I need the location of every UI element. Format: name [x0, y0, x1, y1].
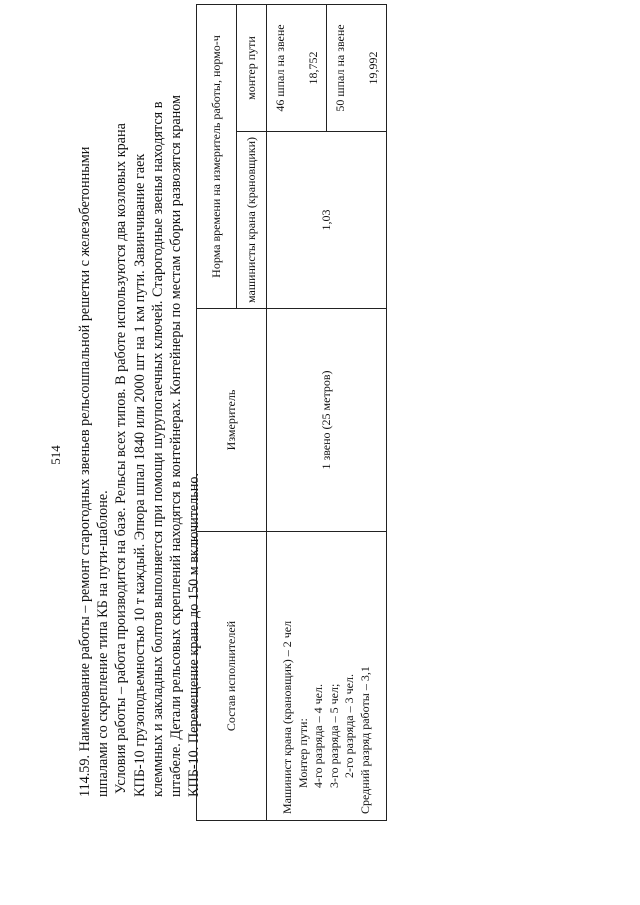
header-norm: Норма времени на измеритель работы, нормо-ч — [197, 5, 237, 309]
crew-average-grade: Средний разряд работы – 3,1 — [357, 666, 372, 814]
header-meter: Измеритель — [197, 309, 267, 532]
table-header-row — [197, 5, 237, 821]
crane-norm-value: 1,03 — [267, 132, 387, 309]
crew-grade2: 2-го разряда – 3 чел. — [342, 674, 356, 778]
conditions-line: клеммных и закладных болтов выполняется при помощи шурупогаечных ключей. Старогодные звенья находятся в — [149, 101, 166, 797]
fitter-norm-46-label: 46 шпал на звене — [272, 24, 287, 112]
fitter-norm-46-value: 18,752 — [305, 51, 320, 85]
fitter-norm-50-label: 50 шпал на звене — [332, 24, 347, 112]
conditions-line: КПБ-10 грузоподъемностью 10 т каждый. Эпюра шпал 1840 или 2000 шт на 1 км пути. Завинчивание гаек — [131, 153, 148, 797]
crew-composition — [267, 532, 387, 821]
conditions-line: штабеле. Детали рельсовых скреплений находятся в контейнерах. Контейнеры по местам сборки развозятся краном — [168, 94, 185, 797]
header-track-fitter: монтер пути — [237, 5, 267, 132]
fitter-norm-46 — [267, 5, 327, 132]
crew-grade4: 4-го разряда – 4 чел. — [311, 684, 325, 788]
header-composition: Состав исполнителей — [197, 532, 267, 821]
fitter-norm-50 — [327, 5, 387, 132]
header-crane-operators: машинисты крана (крановщики) — [237, 132, 267, 309]
table-row — [267, 5, 327, 821]
conditions-line: КПБ-10. Перемещение крана до 150 м включительно. — [186, 473, 203, 797]
conditions-line: Условия работы – работа производится на базе. Рельсы всех типов. В работе используются два козловых крана — [113, 123, 130, 794]
section-text — [76, 93, 203, 797]
page-number: 514 — [48, 445, 63, 465]
title-line: шпалами со скрепление типа КБ на пути-шаблоне. — [95, 490, 112, 797]
norms-table — [196, 4, 387, 821]
crew-grade3: 3-го разряда – 5 чел; — [326, 683, 341, 788]
title-line: 114.59. Наименование работы – ремонт старогодных звеньев рельсошпальной решетки с железобетонными — [77, 146, 93, 797]
crew-crane-operator: Машинист крана (крановщик) – 2 чел — [280, 620, 294, 814]
meter-value: 1 звено (25 метров) — [267, 309, 387, 532]
fitter-norm-50-value: 19,992 — [365, 51, 380, 85]
crew-fitter-title: Монтер пути: — [295, 718, 310, 788]
